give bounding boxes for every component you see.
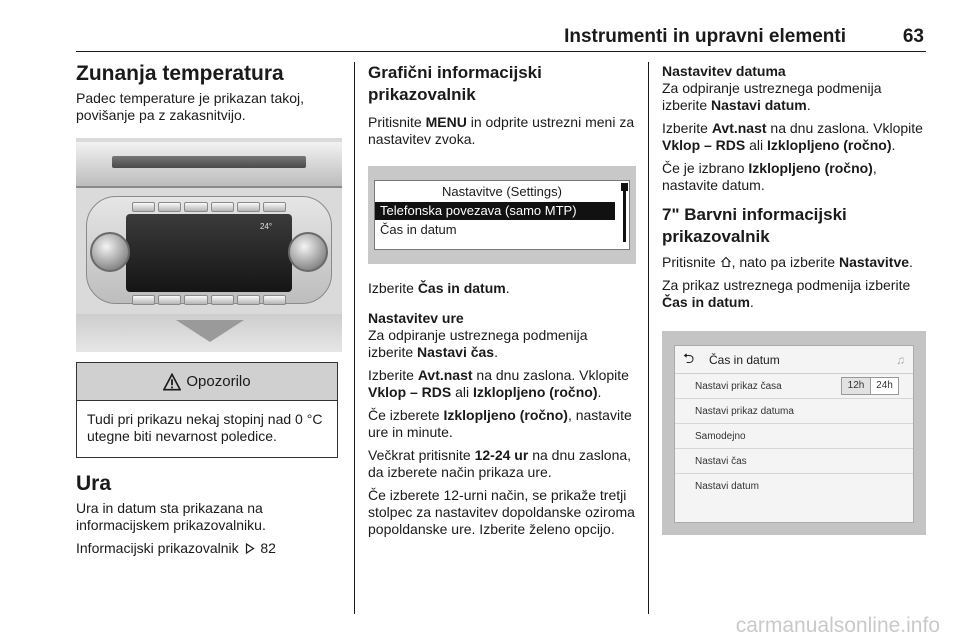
left-knob bbox=[90, 232, 130, 272]
screen-row-set-time: Nastavi čas bbox=[675, 449, 913, 474]
settings-scrollbar bbox=[623, 184, 626, 242]
section-heading-graphic-display: Grafični informacijski prikazovalnik bbox=[368, 63, 542, 104]
page-number: 63 bbox=[902, 26, 924, 47]
paragraph: Pritisnite MENU in odprite ustrezni meni za nastavitev zvoka. bbox=[368, 114, 635, 147]
screen-title: Čas in datum bbox=[709, 352, 780, 367]
paragraph: Za odpiranje ustreznega podmenija izberite Nastavi datum. bbox=[662, 80, 882, 113]
settings-title: Nastavitve (Settings) bbox=[442, 184, 562, 199]
watermark: carmanualsonline.info bbox=[735, 614, 940, 637]
subheading-time-setting: Nastavitev ure bbox=[368, 310, 464, 326]
subheading-date-setting: Nastavitev datuma bbox=[662, 63, 786, 79]
paragraph: Za prikaz ustreznega podmenija izberite Čas in datum. bbox=[662, 277, 911, 310]
header-title: Instrumenti in upravni elementi bbox=[564, 26, 846, 47]
console-illustration bbox=[76, 138, 342, 352]
section-heading-color-display: 7" Barvni informacijski prikazovalnik bbox=[662, 205, 847, 246]
paragraph: Večkrat pritisnite 12-24 ur na dnu zaslona, da izberete način prikaza ure. bbox=[368, 447, 632, 480]
paragraph: Če izberete Izklopljeno (ročno), nastavite ure in minute. bbox=[368, 407, 632, 440]
settings-screen-illustration bbox=[368, 166, 636, 264]
section-heading-clock: Ura bbox=[76, 472, 112, 495]
section-heading-outside-temperature: Zunanja temperatura bbox=[76, 62, 284, 85]
settings-row-time-date: Čas in datum bbox=[380, 222, 457, 237]
column-1 bbox=[76, 62, 342, 563]
cross-reference: Informacijski prikazovalnik 82 bbox=[76, 540, 276, 556]
screen-row-automatic: Samodejno bbox=[675, 424, 913, 449]
page-header bbox=[76, 24, 926, 52]
time-format-toggle bbox=[841, 377, 899, 395]
paragraph: Za odpiranje ustreznega podmenija izberite Nastavi čas. bbox=[368, 327, 588, 360]
paragraph: Izberite Avt.nast na dnu zaslona. Vklopite Vklop – RDS ali Izklopljeno (ročno). bbox=[662, 120, 923, 153]
time-date-screen-illustration bbox=[662, 331, 926, 535]
warning-triangle-icon bbox=[163, 373, 181, 391]
paragraph: Izberite Avt.nast na dnu zaslona. Vklopite Vklop – RDS ali Izklopljeno (ročno). bbox=[368, 367, 629, 400]
settings-row-phone: Telefonska povezava (samo MTP) bbox=[375, 202, 615, 220]
display-slot bbox=[112, 156, 306, 168]
screen-title-bar bbox=[675, 346, 913, 374]
button-row-top bbox=[132, 202, 286, 212]
screen-row-date-format: Nastavi prikaz datuma bbox=[675, 399, 913, 424]
screen-row-set-date: Nastavi datum bbox=[695, 481, 759, 492]
warning-body bbox=[77, 401, 337, 457]
column-2 bbox=[368, 62, 636, 544]
toggle-24h: 24h bbox=[870, 378, 898, 394]
paragraph: Pritisnite , nato pa izberite Nastavitve. bbox=[662, 254, 913, 270]
column-divider bbox=[648, 62, 649, 614]
settings-scroll-thumb bbox=[621, 183, 628, 191]
paragraph: Če izberete 12-urni način, se prikaže tretji stolpec za nastavitev dopoldanske oziroma popoldanske ure. Izberite želeno opcijo. bbox=[368, 487, 635, 537]
column-3 bbox=[662, 62, 926, 535]
paragraph: Ura in datum sta prikazana na informacijskem prikazovalniku. bbox=[76, 500, 266, 533]
time-date-screen-inner bbox=[674, 345, 914, 523]
screen-row-time-format: Nastavi prikaz časa 12h 24h bbox=[675, 374, 913, 399]
toggle-12h: 12h bbox=[842, 378, 870, 394]
paragraph: Padec temperature je prikazan takoj, povišanje pa z zakasnitvijo. bbox=[76, 90, 305, 123]
column-divider bbox=[354, 62, 355, 614]
vent-shape bbox=[176, 320, 244, 342]
button-row-bottom bbox=[132, 295, 286, 305]
warning-text: Tudi pri prikazu nekaj stopinj nad 0 °C utegne biti nevarnost poledice. bbox=[87, 411, 323, 444]
page-reference-icon bbox=[245, 543, 255, 554]
warning-title: Opozorilo bbox=[186, 373, 251, 390]
paragraph: Če je izbrano Izklopljeno (ročno), nastavite datum. bbox=[662, 160, 877, 193]
right-knob bbox=[288, 232, 328, 272]
warning-box bbox=[76, 362, 338, 458]
console-temp-readout: 24° bbox=[260, 222, 273, 231]
warning-header bbox=[77, 363, 337, 401]
back-arrow-icon: ⮌ bbox=[683, 349, 695, 366]
settings-screen-inner bbox=[374, 180, 630, 250]
home-icon bbox=[720, 256, 732, 268]
paragraph: Izberite Čas in datum. bbox=[368, 280, 510, 296]
music-note-icon: ♫ bbox=[896, 352, 905, 367]
